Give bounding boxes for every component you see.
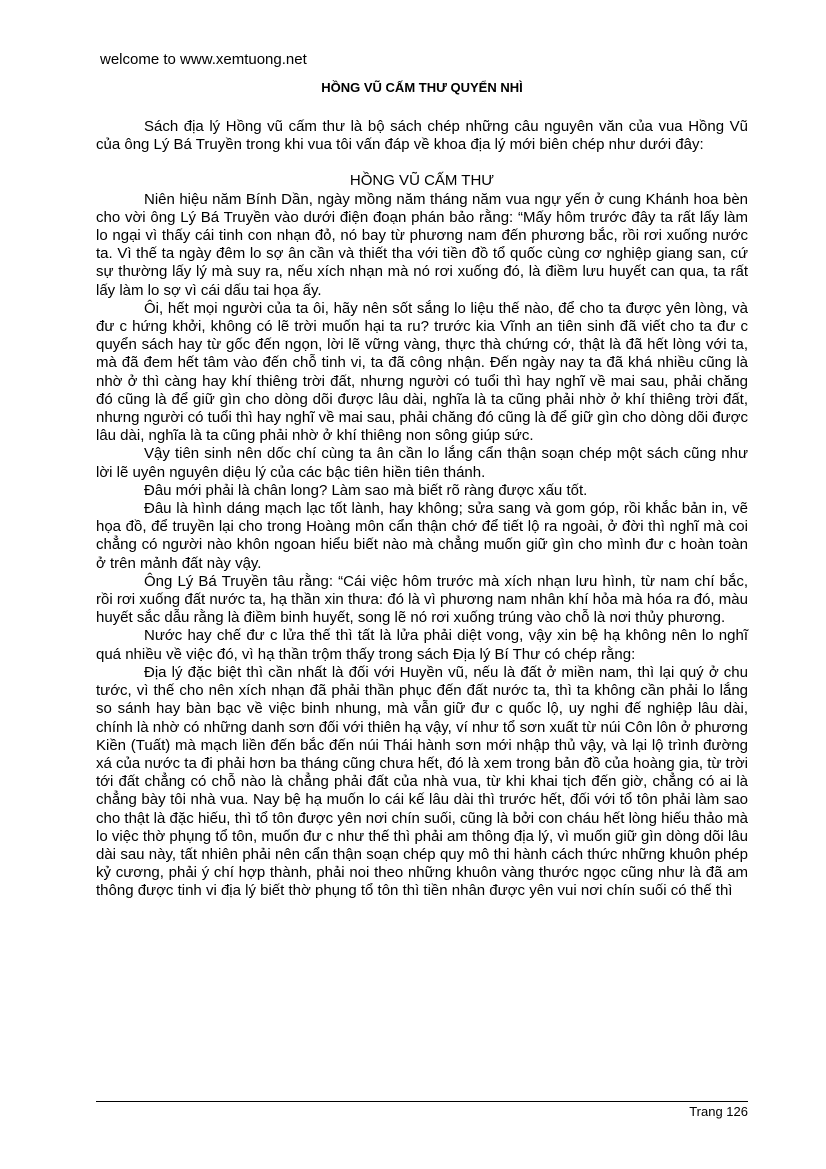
section-heading: HỒNG VŨ CẤM THƯ bbox=[349, 172, 495, 190]
body-paragraph: Ông Lý Bá Truyền tâu rằng: “Cái việc hôm trước mà xích nhạn lưu hình, từ nam chí bắc, rồi rơi xuống đất nước ta, hạ thần xin thưa: đó là vì phương nam nhân khí hỏa mà hóa ra đó, màu huyết sắc dẫu rằng là điềm binh huyết, song lẽ nó rơi xuống trúng vào chỗ là nơi thủy phương. bbox=[96, 572, 748, 627]
footer-divider bbox=[96, 1101, 748, 1102]
page-number: Trang 126 bbox=[689, 1104, 748, 1119]
document-body bbox=[96, 118, 748, 901]
site-welcome-text: welcome to www.xemtuong.net bbox=[100, 51, 307, 68]
body-paragraph: Niên hiệu năm Bính Dần, ngày mồng năm tháng năm vua ngự yến ở cung Khánh hoa bèn cho vời ông Lý Bá Truyền vào dưới điện đoạn phán bảo rằng: “Mấy hôm trước đây ta rất lấy làm lo ngại vì thấy cái tinh con nhạn đỏ, nó bay từ phương nam đến phương bắc, rồi rơi xuống nước ta. Vì thế ta ngày đêm lo sợ ân cần và thiết tha với tiền đồ tổ quốc cùng cơ nghiệp giang san, cứ sự thường lấy lý mà suy ra, nếu xích nhạn mà nó rơi xuống đó, là điềm lưu huyết can qua, ta rất lấy làm lo sợ vì cái dấu tai họa ấy. bbox=[96, 190, 748, 299]
intro-paragraph: Sách địa lý Hồng vũ cấm thư là bộ sách chép những câu nguyên văn của vua Hồng Vũ của ông Lý Bá Truyền trong khi vua tôi vấn đáp về khoa địa lý mới biên chép như dưới đây: bbox=[96, 118, 748, 154]
page-title: HỒNG VŨ CẤM THƯ QUYỂN NHÌ bbox=[321, 80, 523, 95]
body-paragraph: Vậy tiên sinh nên dốc chí cùng ta ân cần lo lắng cẩn thận soạn chép một sách cũng như lời lẽ uyên nguyên diệu lý của các bậc tiên hiền tiên thánh. bbox=[96, 445, 748, 481]
body-paragraph: Đâu mới phải là chân long? Làm sao mà biết rõ ràng được xấu tốt. bbox=[144, 481, 588, 499]
body-paragraph: Đâu là hình dáng mạch lạc tốt lành, hay không; sửa sang và gom góp, rồi khắc bản in, vẽ họa đồ, để truyền lại cho trong Hoàng môn cẩn thận chớ để tiết lộ ra ngoài, ở đời thì nghĩ mà coi chẳng có người nào khôn ngoan hiểu biết nào mà chẳng muốn giữ gìn cho mình đư c hoàn toàn ở trên mảnh đất này vậy. bbox=[96, 500, 748, 572]
body-paragraph: Nước hay chế đư c lửa thế thì tất là lửa phải diệt vong, vậy xin bệ hạ không nên lo nghĩ quá nhiều về việc đó, vì hạ thần trộm thấy trong sách Địa lý Bí Thư có chép rằng: bbox=[96, 627, 748, 663]
body-paragraph: Địa lý đặc biệt thì cần nhất là đối với Huyền vũ, nếu là đất ở miền nam, thì lại quý ở chu tước, vì thế cho nên xích nhạn đã phải thần phục đến đất nước ta, thì ta không cần phải lo lắng so sánh hay bàn bạc về việc binh nhung, mà vẫn giữ đư c quốc lộ, uy nghi đế nghiệp lâu dài, chính là nhờ có những danh sơn đối với thiên hạ vậy, ví như tổ sơn xuất từ núi Côn lôn ở phương Kiền (Tuất) mà mạch liền đến bắc đến núi Thái hành sơn mới nhập thủ vậy, và lại lộ trình đường xá của nước ta đi phải hơn ba tháng cũng chưa hết, đó là xem trong bản đồ của hoàng gia, từ trời tới đất chẳng có chỗ nào là chẳng phải đất của nhà vua, từ khi khai tịch đến giờ, chẳng có ai là chẳng bày tôi nhà vua. Nay bệ hạ muốn lo cái kế lâu dài thì trước hết, đối với tổ tôn phải làm sao cho thật là đặc hiếu, thì tổ tôn được yên nơi chín suối, cũng là bởi con cháu hết lòng hiếu thảo mà lo việc thờ phụng tổ tôn, muốn đư c như thế thì phải am thông địa lý, vì muốn giữ gìn dòng dõi lâu dài sau này, tất nhiên phải nên cẩn thận soạn chép quy mô thi hành cách thức những khuôn phép kỷ cương, phải ý chí hợp thành, phải noi theo những khuôn vàng thước ngọc cũng như là đã am thông được tinh vi địa lý biết thờ phụng tổ tôn thì tiền nhân được yên vui nơi chín suối có thế thì bbox=[96, 663, 748, 900]
body-paragraph: Ôi, hết mọi người của ta ôi, hãy nên sốt sắng lo liệu thế nào, để cho ta được yên lòng, và đư c hứng khởi, không có lẽ trời muốn hại ta ru? trước kia Vĩnh an tiên sinh đã viết cho ta đư c quyển sách hay từ gốc đến ngọn, lời lẽ vững vàng, thực thà chứng cớ, thật là đã hết lòng với ta, mà đã đem hết tâm vào đến chỗ tinh vi, ta đã công nhận. Đến ngày nay ta đã khá nhiều cũng là nhờ ở thì càng hay khí thiêng trời đất, nhưng người có tuổi thì hay nghĩ về mai sau, phải chăng đó cũng là để giữ gìn cho dòng dõi được lâu dài, nghĩa là ta cũng phải nhờ ở khí thiêng trời đất, nhưng người có tuổi thì hay nghĩ về mai sau, phải chăng đó cũng là để giữ gìn cho dòng dõi được lâu dài, nghĩa là ta cũng phải nhờ ở khí thiêng non sông giúp sức. bbox=[96, 299, 748, 445]
